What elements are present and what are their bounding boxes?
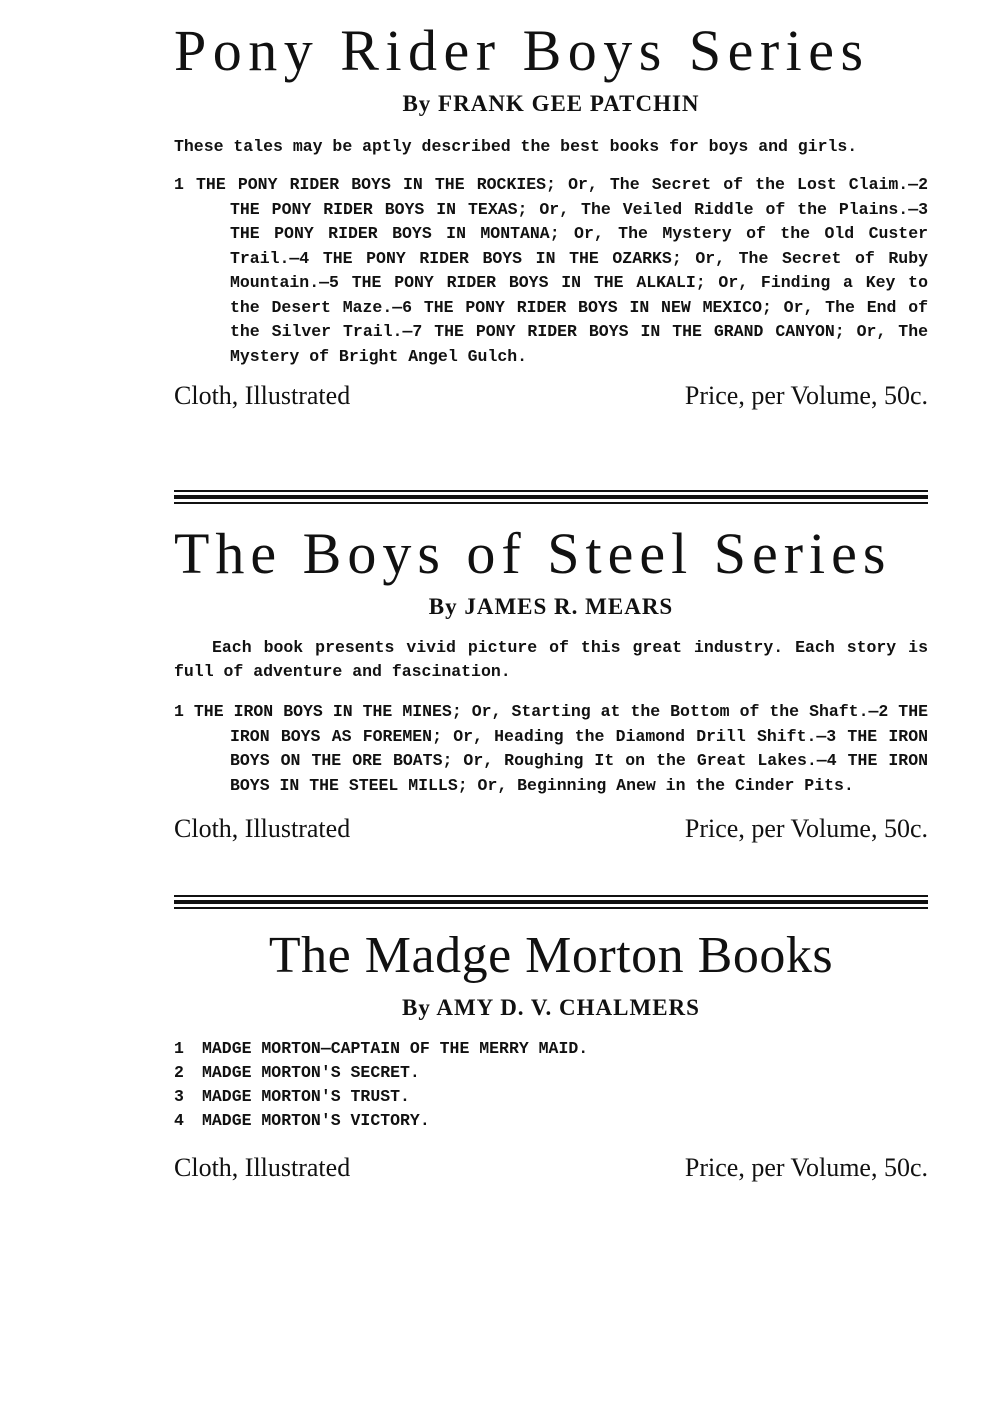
book-title: MADGE MORTON—CAPTAIN OF THE MERRY MAID. [202, 1039, 589, 1058]
section-divider [174, 895, 928, 909]
book-list [174, 1037, 928, 1133]
price-row [174, 816, 928, 842]
list-item [174, 1109, 928, 1133]
binding-label: Cloth, Illustrated [174, 1153, 351, 1182]
book-number: 3 [174, 1087, 184, 1106]
price-label: Price, per Volume, 50c. [684, 1153, 928, 1182]
book-list: 1 THE IRON BOYS IN THE MINES; Or, Starting at the Bottom of the Shaft.—2 THE IRON BOYS AS FOREMEN; Or, Heading the Diamond Drill Shift.—3 THE IRON BOYS ON THE ORE BOATS; Or, Roughing It on the Great Lakes.—4 THE IRON BOYS IN THE STEEL MILLS; Or, Beginning Anew in the Cinder Pits. [174, 702, 928, 795]
price-row [174, 383, 928, 409]
book-title: MADGE MORTON'S TRUST. [202, 1087, 410, 1106]
series-title: Pony Rider Boys Series [174, 18, 870, 83]
section-divider [174, 490, 928, 504]
series-title: The Madge Morton Books [268, 927, 834, 984]
price-row [174, 1155, 928, 1181]
series-title: The Boys of Steel Series [174, 521, 892, 586]
list-item [174, 1061, 928, 1085]
price-label: Price, per Volume, 50c. [684, 381, 928, 410]
pony-rider-boys-series [174, 18, 928, 410]
series-author: By FRANK GEE PATCHIN [402, 91, 700, 116]
binding-label: Cloth, Illustrated [174, 381, 351, 410]
series-description: These tales may be aptly described the best books for boys and girls. [174, 137, 858, 156]
book-number: 4 [174, 1111, 184, 1130]
book-title: MADGE MORTON'S VICTORY. [202, 1111, 430, 1130]
series-author: By AMY D. V. CHALMERS [402, 995, 700, 1020]
boys-of-steel-series [174, 521, 928, 843]
book-number: 2 [174, 1063, 184, 1082]
price-label: Price, per Volume, 50c. [684, 814, 928, 843]
series-author: By JAMES R. MEARS [428, 594, 674, 619]
book-title: MADGE MORTON'S SECRET. [202, 1063, 420, 1082]
book-number: 1 [174, 1039, 184, 1058]
list-item [174, 1085, 928, 1109]
binding-label: Cloth, Illustrated [174, 814, 351, 843]
series-description: Each book presents vivid picture of this great industry. Each story is full of adventure and fascination. [174, 638, 928, 681]
list-item [174, 1037, 928, 1061]
book-list: 1 THE PONY RIDER BOYS IN THE ROCKIES; Or, The Secret of the Lost Claim.—2 THE PONY RIDER BOYS IN TEXAS; Or, The Veiled Riddle of the Plains.—3 THE PONY RIDER BOYS IN MONTANA; Or, The Mystery of the Old Custer Trail.—4 THE PONY RIDER BOYS IN THE OZARKS; Or, The Secret of Ruby Mountain.—5 THE PONY RIDER BOYS IN THE ALKALI; Or, Finding a Key to the Desert Maze.—6 THE PONY RIDER BOYS IN NEW MEXICO; Or, The End of the Silver Trail.—7 THE PONY RIDER BOYS IN THE GRAND CANYON; Or, The Mystery of Bright Angel Gulch. [174, 175, 928, 366]
madge-morton-books [174, 927, 928, 1182]
